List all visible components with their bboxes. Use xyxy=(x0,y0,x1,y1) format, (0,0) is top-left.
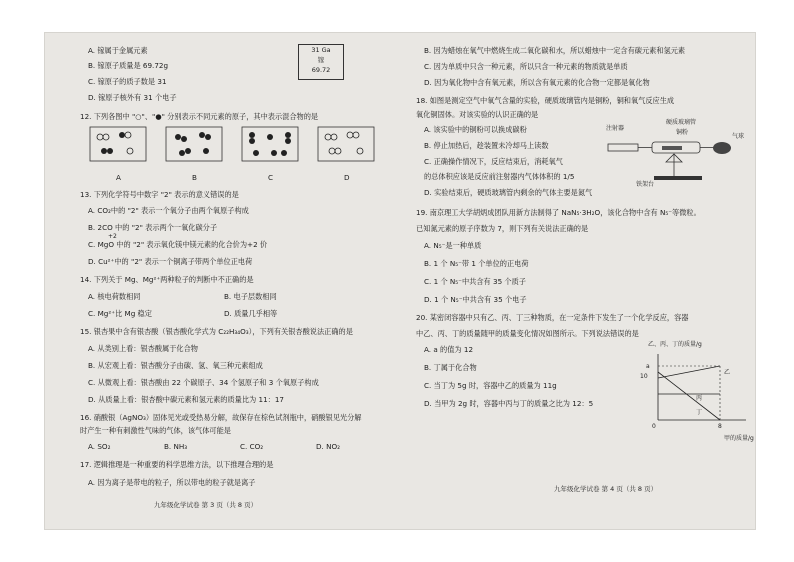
q14-option-c: C. Mg²⁺比 Mg 稳定 xyxy=(88,309,152,318)
q12-diagram-a xyxy=(90,127,146,161)
series-label-ding: 丁 xyxy=(696,409,703,416)
q14-option-b: B. 电子层数相同 xyxy=(224,292,277,301)
q12-diagrams xyxy=(84,125,394,173)
series-line-ding xyxy=(658,372,720,420)
q11-option-b: B. 镓原子质量是 69.72g xyxy=(88,61,169,70)
graph-ytick-10: 10 xyxy=(640,373,648,380)
q16-option-a: A. SO₂ xyxy=(88,442,111,451)
series-label-yi: 乙 xyxy=(724,369,731,376)
q12-label-a: A xyxy=(116,173,121,182)
q14-option-a: A. 核电荷数相同 xyxy=(88,292,141,301)
apparatus-label-tube: 硬质玻璃管 xyxy=(666,119,697,126)
exam-sheet xyxy=(44,32,756,530)
q15-option-c: C. 从微观上看：银杏酸由 22 个碳原子、34 个氢原子和 3 个氧原子构成 xyxy=(88,378,319,387)
q18-stem: 18. 如图是测定空气中氧气含量的实验，硬质玻璃管内是铜粉，铜和氧气反应生成 xyxy=(416,96,675,105)
element-number-symbol: 31 Ga xyxy=(311,46,331,54)
q12-label-d: D xyxy=(344,173,350,182)
q15-option-a: A. 从类别上看：银杏酸属于化合物 xyxy=(88,344,198,353)
q17-option-a: A. 因为离子是带电的粒子，所以带电的粒子就是离子 xyxy=(88,478,256,487)
element-mass: 69.72 xyxy=(311,66,331,74)
q12-label-c: C xyxy=(268,173,274,182)
q13-valence-mark: +2 xyxy=(108,233,117,240)
q19-option-d: D. 1 个 N₅⁻中共含有 35 个电子 xyxy=(424,295,527,304)
q17-stem: 17. 逻辑推理是一种重要的科学思维方法，以下推理合理的是 xyxy=(80,460,274,469)
q20-option-b: B. 丁属于化合物 xyxy=(424,363,477,372)
q18-option-b: B. 停止加热后，趁装置未冷却马上读数 xyxy=(424,141,549,150)
q13-option-a: A. CO₂中的 "2" 表示一个氧分子由两个氧原子构成 xyxy=(88,206,249,215)
q12-label-b: B xyxy=(192,173,197,182)
q13-option-d: D. Cu²⁺中的 "2" 表示一个铜离子带两个单位正电荷 xyxy=(88,257,253,266)
q19-option-c: C. 1 个 N₅⁻中共含有 35 个质子 xyxy=(424,277,526,286)
q18-option-d: D. 实验结束后，硬质玻璃管内剩余的气体主要是氮气 xyxy=(424,188,593,197)
apparatus-label-stand: 铁架台 xyxy=(636,181,655,188)
q14-stem: 14. 下列关于 Mg、Mg²⁺两种粒子的判断中不正确的是 xyxy=(80,275,254,284)
q11-option-d: D. 镓原子核外有 31 个电子 xyxy=(88,93,177,102)
graph-xtick-0: 0 xyxy=(652,423,656,430)
q16-option-c: C. CO₂ xyxy=(240,442,264,451)
q15-option-b: B. 从宏观上看：银杏酸分子由碳、氢、氧三种元素组成 xyxy=(88,361,263,370)
q15-stem: 15. 银杏果中含有银杏酸（银杏酸化学式为 C₂₂H₃₄O₃），下列有关银杏酸说法正确的是 xyxy=(80,327,353,336)
apparatus-label-balloon: 气球 xyxy=(732,133,745,140)
q18-option-c: C. 正确操作情况下，反应结束后，消耗氧气 xyxy=(424,157,563,166)
graph-ytick-a: a xyxy=(646,363,650,370)
graph-xtick-8: 8 xyxy=(718,423,722,430)
periodic-table-cell xyxy=(298,44,344,80)
q20-option-a: A. a 的值为 12 xyxy=(424,345,474,354)
graph-ylabel: 乙、丙、丁的质量/g xyxy=(648,341,702,348)
right-column xyxy=(404,32,756,530)
apparatus-label-copper: 铜粉 xyxy=(676,129,689,136)
q18-option-a: A. 该实验中的铜粉可以换成碳粉 xyxy=(424,125,527,134)
q18-stem-cont: 氧化铜固体。对该实验的认识正确的是 xyxy=(416,110,539,119)
right-page-footer: 九年级化学试卷 第 4 页（共 8 页） xyxy=(554,485,658,493)
series-label-bing: 丙 xyxy=(696,395,703,402)
q14-option-d: D. 质量几乎相等 xyxy=(224,309,278,318)
q20-stem: 20. 某密闭容器中只有乙、丙、丁三种物质，在一定条件下发生了一个化学反应，容器 xyxy=(416,313,689,322)
q20-option-d: D. 当甲为 2g 时，容器中丙与丁的质量之比为 12：5 xyxy=(424,399,594,408)
q13-stem: 13. 下列化学符号中数字 "2" 表示的意义错误的是 xyxy=(80,190,239,199)
q17-option-d: D. 因为氧化物中含有氧元素，所以含有氧元素的化合物一定都是氧化物 xyxy=(424,78,650,87)
graph-xlabel: 甲的质量/g xyxy=(724,435,754,442)
left-page-footer: 九年级化学试卷 第 3 页（共 8 页） xyxy=(154,501,258,509)
q12-diagram-c xyxy=(242,127,298,161)
q12-diagram-d xyxy=(318,127,374,161)
q19-option-a: A. N₅⁻是一种单质 xyxy=(424,241,482,250)
left-column xyxy=(44,32,400,530)
q16-option-b: B. NH₃ xyxy=(164,442,188,451)
element-name: 镓 xyxy=(317,56,325,64)
q11-option-a: A. 镓属于金属元素 xyxy=(88,46,148,55)
series-line-yi xyxy=(658,366,720,378)
q19-stem: 19. 南京理工大学胡炳成团队用新方法制得了 NaN₅·3H₂O，该化合物中含有 N₅⁻等微粒。 xyxy=(416,208,701,217)
q11-option-c: C. 镓原子的质子数是 31 xyxy=(88,77,167,86)
q17-option-b: B. 因为蜡烛在氧气中燃烧生成二氧化碳和水，所以蜡烛中一定含有碳元素和氢元素 xyxy=(424,46,686,55)
q19-option-b: B. 1 个 N₅⁻带 1 个单位的正电荷 xyxy=(424,259,529,268)
q19-stem-cont: 已知氮元素的原子序数为 7，则下列有关说法正确的是 xyxy=(416,224,589,233)
q18-option-c-cont: 的总体积应该是反应前注射器内气体体积的 1/5 xyxy=(424,172,575,181)
q16-option-d: D. NO₂ xyxy=(316,442,341,451)
q12-diagram-b xyxy=(166,127,222,161)
q13-option-b: B. 2CO 中的 "2" 表示两个一氧化碳分子 xyxy=(88,223,218,232)
q13-option-c: C. MgO 中的 "2" 表示氧化镁中镁元素的化合价为+2 价 xyxy=(88,240,268,249)
q17-option-c: C. 因为单质中只含一种元素，所以只含一种元素的物质就是单质 xyxy=(424,62,628,71)
apparatus-label-syringe: 注射器 xyxy=(606,125,625,132)
q20-stem-cont: 中乙、丙、丁的质量随甲的质量变化情况如图所示。下列说法错误的是 xyxy=(416,329,639,338)
q16-stem-cont: 时产生一种有刺激性气味的气体，该气体可能是 xyxy=(80,426,231,435)
q15-option-d: D. 从质量上看：银杏酸中碳元素和氢元素的质量比为 11：17 xyxy=(88,395,284,404)
q12-stem: 12. 下列各图中 "○"、"●" 分别表示不同元素的原子，其中表示混合物的是 xyxy=(80,112,319,121)
q20-option-c: C. 当丁为 5g 时，容器中乙的质量为 11g xyxy=(424,381,557,390)
q16-stem: 16. 硝酸银（AgNO₃）固体见光或受热易分解，故保存在棕色试剂瓶中，硝酸银见光分解 xyxy=(80,413,362,422)
